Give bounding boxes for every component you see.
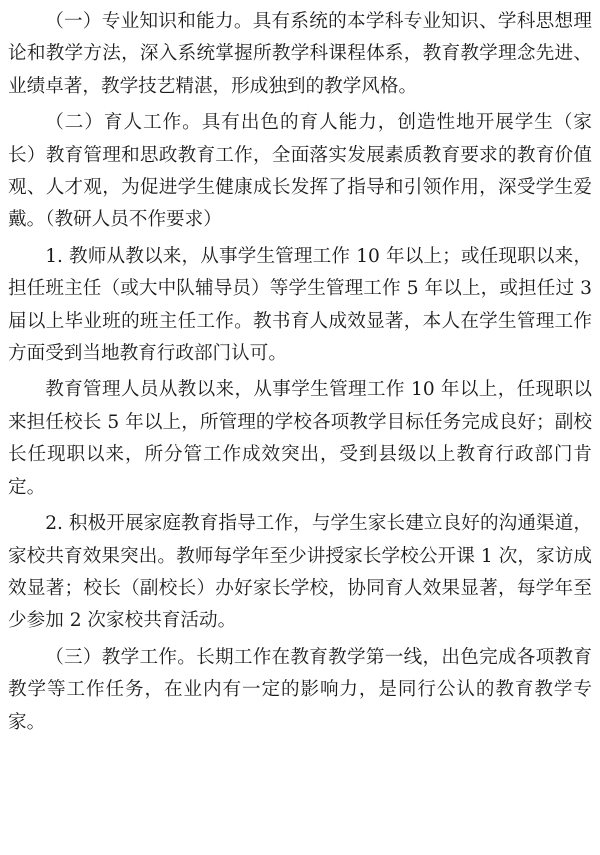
paragraph-education-work: （二）育人工作。具有出色的育人能力，创造性地开展学生（家长）教育管理和思政教育工作，全面落实发展素质教育要求的教育价值观、人才观，为促进学生健康成长发挥了指导和引领作用，深受学生爱戴。（教研人员不作要求）: [8, 112, 592, 231]
paragraph-admin-student-management: 教育管理人员从教以来，从事学生管理工作 10 年以上，任现职以来担任校长 5 年以上，所管理的学校各项教学目标任务完成良好；副校长任现职以来，所分管工作成效突出，受到县级以上教育行政部门肯定。: [8, 379, 592, 498]
paragraph-teacher-student-management: 1. 教师从教以来，从事学生管理工作 10 年以上；或任现职以来，担任班主任（或大中队辅导员）等学生管理工作 5 年以上，或担任过 3 届以上毕业班的班主任工作。教书育人成效显著，本人在学生管理工作方面受到当地教育行政部门认可。: [8, 245, 592, 365]
paragraph-teaching-work: （三）教学工作。长期工作在教育教学第一线，出色完成各项教育教学等工作任务，在业内有一定的影响力，是同行公认的教育教学专家。: [8, 646, 592, 733]
paragraph-family-education: 2. 积极开展家庭教育指导工作，与学生家长建立良好的沟通渠道，家校共育效果突出。教师每学年至少讲授家长学校公开课 1 次，家访成效显著；校长（副校长）办好家长学校，协同育人效果显著，每学年至少参加 2 次家校共育活动。: [8, 513, 592, 632]
paragraph-professional-knowledge: （一）专业知识和能力。具有系统的本学科专业知识、学科思想理论和教学方法，深入系统掌握所教学科课程体系，教育教学理念先进、业绩卓著，教学技艺精湛，形成独到的教学风格。: [8, 11, 592, 97]
